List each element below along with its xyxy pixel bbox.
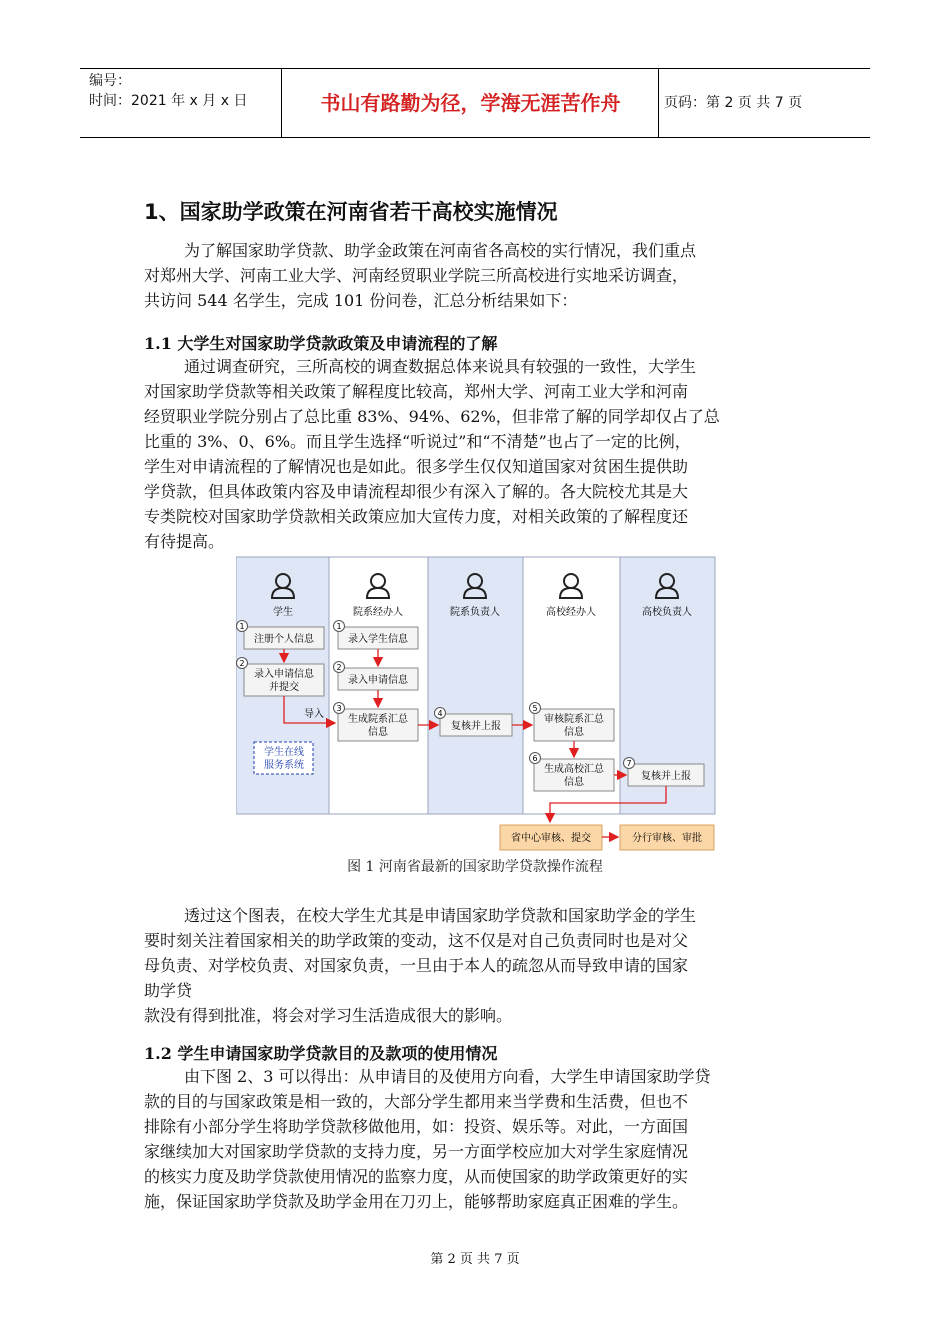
subsection-2-paragraph <box>144 1064 804 1214</box>
page-header <box>80 68 870 138</box>
paragraph-line: 有待提高。 <box>144 532 225 551</box>
step-label: 生成院系汇总 <box>348 714 408 725</box>
paragraph-2 <box>144 903 804 1028</box>
paragraph-line: 的核实力度及助学贷款使用情况的监察力度，从而使国家的助学政策更好的实 <box>144 1167 689 1186</box>
bottom-label: 分行审核、审批 <box>632 833 702 844</box>
paragraph-line: 款没有得到批准，将会对学习生活造成很大的影响。 <box>144 1006 513 1025</box>
step-label: 生成高校汇总 <box>544 764 604 775</box>
step-number: 3 <box>336 704 342 713</box>
paragraph-line: 透过这个图表，在校大学生尤其是申请国家助学贷款和国家助学金的学生 <box>184 906 697 925</box>
lane-label: 高校负责人 <box>642 607 692 618</box>
section-title: 1、国家助学政策在河南省若干高校实施情况 <box>144 200 558 224</box>
paragraph-line: 要时刻关注着国家相关的助学政策的变动，这不仅是对自己负责同时也是对父 <box>144 931 689 950</box>
header-meta <box>80 69 282 137</box>
step-number: 5 <box>532 704 538 713</box>
lane-label: 院系负责人 <box>450 607 500 618</box>
lane-label: 院系经办人 <box>353 607 403 618</box>
figure-caption: 图 1 河南省最新的国家助学贷款操作流程 <box>347 859 603 875</box>
step-label: 信息 <box>368 727 388 738</box>
step-label: 录入学生信息 <box>348 634 408 645</box>
step-label: 复核并上报 <box>451 721 501 732</box>
paragraph-line: 经贸职业学院分别占了总比重 83%、94%、62%，但非常了解的同学却仅占了总 <box>144 407 720 426</box>
intro-line: 为了解国家助学贷款、助学金政策在河南省各高校的实行情况，我们重点 <box>184 241 697 260</box>
step-number: 6 <box>532 754 538 763</box>
step-label: 录入申请信息 <box>348 675 408 686</box>
lane-label: 高校经办人 <box>546 607 596 618</box>
paragraph-line: 比重的 3%、0、6%。而且学生选择“听说过”和“不清楚”也占了一定的比例， <box>144 432 691 451</box>
paragraph-line: 通过调查研究，三所高校的调查数据总体来说具有较强的一致性，大学生 <box>184 357 697 376</box>
loan-flow-diagram <box>236 552 716 862</box>
intro-line: 对郑州大学、河南工业大学、河南经贸职业学院三所高校进行实地采访调查， <box>144 266 689 285</box>
paragraph-line: 排除有小部分学生将助学贷款移做他用，如：投资、娱乐等。对此，一方面国 <box>144 1117 689 1136</box>
system-label: 学生在线 <box>264 747 304 758</box>
paragraph-line: 助学贷 <box>144 981 193 1000</box>
system-label: 服务系统 <box>264 760 304 771</box>
step-number: 7 <box>626 759 632 768</box>
header-time: 时间：2021 年 x 月 x 日 <box>89 93 248 109</box>
step-label: 审核院系汇总 <box>544 714 604 725</box>
step-label: 信息 <box>564 777 584 788</box>
paragraph-line: 施，保证国家助学贷款及助学金用在刀刃上，能够帮助家庭真正困难的学生。 <box>144 1192 689 1211</box>
header-number: 编号： <box>89 73 131 89</box>
step-label: 注册个人信息 <box>254 634 314 645</box>
lane-label: 学生 <box>273 607 293 618</box>
header-slogan: 书山有路勤为径，学海无涯苦作舟 <box>283 69 659 137</box>
header-page: 页码：第 2 页 共 7 页 <box>664 95 803 111</box>
step-number: 2 <box>336 663 342 672</box>
subsection-1-paragraph <box>144 354 804 554</box>
paragraph-line: 家继续加大对国家助学贷款的支持力度，另一方面学校应加大对学生家庭情况 <box>144 1142 689 1161</box>
step-label: 信息 <box>564 727 584 738</box>
paragraph-line: 专类院校对国家助学贷款相关政策应加大宣传力度，对相关政策的了解程度还 <box>144 507 689 526</box>
page-footer: 第 2 页 共 7 页 <box>430 1252 520 1267</box>
bottom-label: 省中心审核、提交 <box>511 833 591 844</box>
paragraph-line: 款的目的与国家政策是相一致的，大部分学生都用来当学费和生活费，但也不 <box>144 1092 689 1111</box>
intro-paragraph <box>144 238 804 313</box>
lane-dept-head <box>428 557 523 814</box>
step-label: 复核并上报 <box>641 771 691 782</box>
step-label: 并提交 <box>269 682 299 693</box>
paragraph-line: 母负责、对学校负责、对国家负责，一旦由于本人的疏忽从而导致申请的国家 <box>144 956 689 975</box>
import-label: 导入 <box>304 709 324 720</box>
subsection-title-1: 1.1 大学生对国家助学贷款政策及申请流程的了解 <box>144 334 498 353</box>
step-number: 1 <box>336 622 342 631</box>
step-number: 2 <box>239 659 245 668</box>
intro-line: 共访问 544 名学生，完成 101 份问卷，汇总分析结果如下： <box>144 291 578 310</box>
step-number: 4 <box>437 709 443 718</box>
subsection-title-2: 1.2 学生申请国家助学贷款目的及款项的使用情况 <box>144 1044 498 1063</box>
paragraph-line: 对国家助学贷款等相关政策了解程度比较高，郑州大学、河南工业大学和河南 <box>144 382 689 401</box>
paragraph-line: 由下图 2、3 可以得出：从申请目的及使用方向看，大学生申请国家助学贷 <box>184 1067 711 1086</box>
step-label: 录入申请信息 <box>254 669 314 680</box>
step-number: 1 <box>239 622 245 631</box>
paragraph-line: 学生对申请流程的了解情况也是如此。很多学生仅仅知道国家对贫困生提供助 <box>144 457 689 476</box>
paragraph-line: 学贷款，但具体政策内容及申请流程却很少有深入了解的。各大院校尤其是大 <box>144 482 689 501</box>
